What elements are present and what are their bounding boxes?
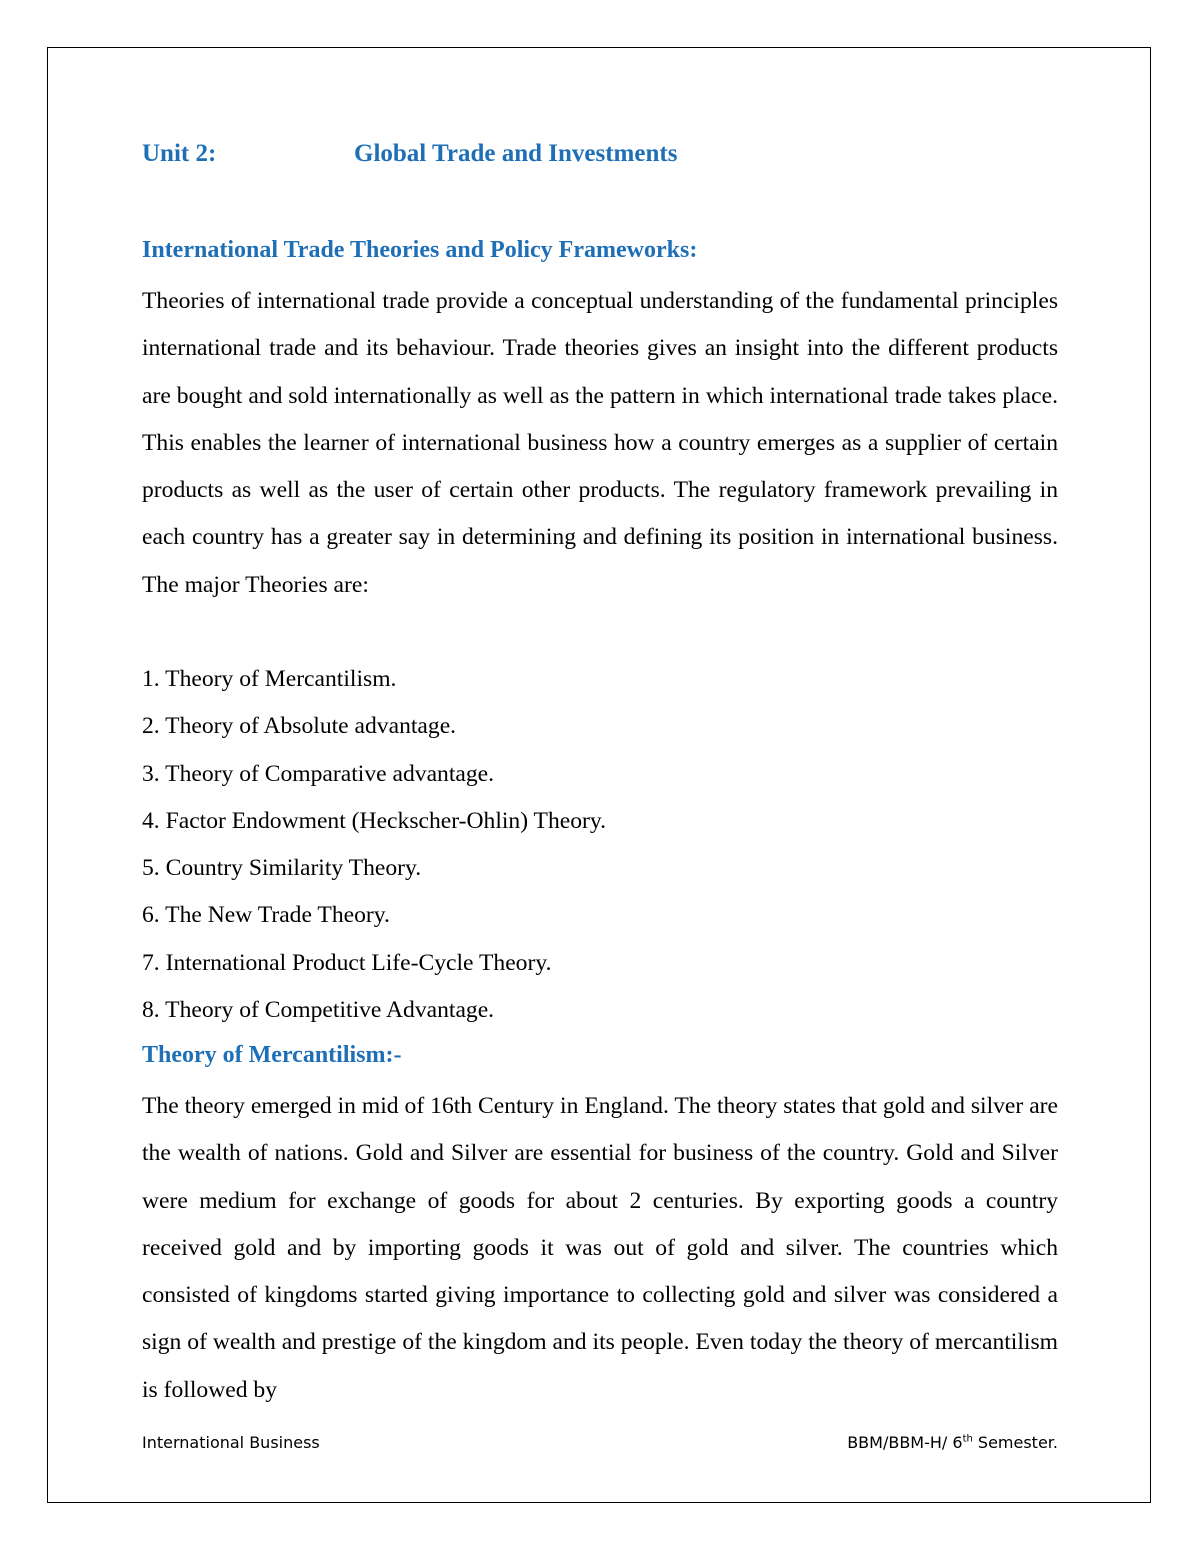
footer-ordinal: th [962, 1433, 973, 1445]
mercantilism-paragraph: The theory emerged in mid of 16th Century in England. The theory states that gold and silver are the wealth of nations. Gold and Silver are essential for business of the country. Gold and Silver were medium for exchange of goods for about 2 centuries. By exporting goods a country received gold and by importing goods it was out of gold and silver. The countries which consisted of kingdoms started giving importance to collecting gold and silver was considered a sign of wealth and prestige of the kingdom and its people. Even today the theory of mercantilism is followed by [142, 1093, 1058, 1403]
list-item: 7. International Product Life-Cycle Theory. [142, 949, 552, 976]
section-heading-mercantilism: Theory of Mercantilism:- [142, 1042, 402, 1068]
unit-name: Global Trade and Investments [354, 140, 678, 167]
list-item: 4. Factor Endowment (Heckscher-Ohlin) Theory. [142, 807, 607, 834]
footer-semester [847, 1433, 1058, 1452]
list-item: 2. Theory of Absolute advantage. [142, 713, 457, 740]
trade-theories-paragraph: Theories of international trade provide a conceptual understanding of the fundamental principles international trade and its behaviour. Trade theories gives an insight into the different products are bought and sold internationally as well as the pattern in which international trade takes place. This enables the learner of international business how a country emerges as a supplier of certain products as well as the user of certain other products. The regulatory framework prevailing in each country has a greater say in determining and defining its position in international business. The major Theories are: [142, 288, 1058, 598]
footer-course-name: International Business [142, 1433, 320, 1452]
section-heading-trade-theories: International Trade Theories and Policy Frameworks: [142, 237, 698, 263]
unit-label: Unit 2: [142, 140, 217, 167]
list-item: 3. Theory of Comparative advantage. [142, 760, 495, 787]
list-item: 1. Theory of Mercantilism. [142, 666, 397, 692]
unit-title [142, 140, 677, 168]
theories-list [142, 656, 606, 1034]
list-item: 5. Country Similarity Theory. [142, 855, 422, 882]
footer-program: BBM/BBM-H/ 6 [847, 1433, 963, 1452]
footer-semester-label: Semester. [972, 1433, 1058, 1452]
list-item: 8. Theory of Competitive Advantage. [142, 997, 495, 1024]
list-item: 6. The New Trade Theory. [142, 902, 390, 929]
